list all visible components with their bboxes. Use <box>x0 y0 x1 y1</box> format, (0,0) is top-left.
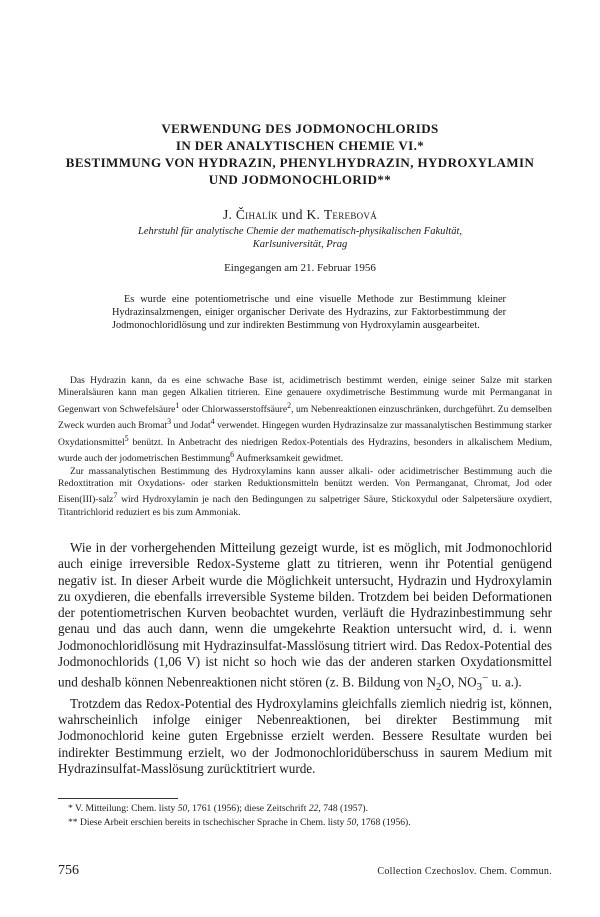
page-number: 756 <box>58 863 79 878</box>
volume-number: 50 <box>346 816 357 828</box>
main-text <box>58 540 552 777</box>
body-paragraph-2: Trotzdem das Redox-Potential des Hydroxylamins gleichfalls ziemlich niedrig ist, können, wahrscheinlich infolge einiger Nebenreaktionen, bei direkter Bestimmung mit Jodmonochlorid keine guten Ergebnisse erzielt werden. Bessere Resultate wurden bei indirekter Bestimmung erzielt, wo der Jodmonochloridüberschuss in saurem Medium mit Hydrazinsulfat-Masslösung zurücktitriert wurde. <box>58 695 552 776</box>
footnote-1 <box>58 802 552 816</box>
intro-p1-text-a: Das Hydrazin kann, da es eine schwache Base ist, acidimetrisch bestimmt werden, einige seiner Salze mit starken Mineralsäuren kann man gegen Alkalien titrieren. Eine genauere oxydimetrische Bestimmung wurde mit Permanganat in Gegenwart von Schwefelsäure <box>58 375 552 415</box>
intro-paragraph-2 <box>58 466 552 519</box>
intro-p1-text-d: und Jodat <box>171 420 211 432</box>
reference-mark: 2 <box>287 400 292 410</box>
title-line-2: IN DER ANALYTISCHEN CHEMIE VI.* <box>175 138 425 153</box>
abstract <box>112 293 506 333</box>
reference-mark: 4 <box>210 417 215 427</box>
affiliation-line-2: Karlsuniversität, Prag <box>252 239 348 250</box>
reference-mark: 7 <box>113 491 118 501</box>
journal-name: Collection Czechoslov. Chem. Commun. <box>377 866 552 877</box>
footnote-text: , 748 (1957). <box>318 803 368 814</box>
intro-p2-text-a: Zur massanalytischen Bestimmung des Hydroxylamins kann ausser alkali- oder acidimetrischer Bestimmung auch die Redoxtitration mit Oxydations- oder starken Reduktionsmitteln benützt werden. Von Permanganat, Chromat, Jod oder Eisen(III)-salz <box>58 465 552 506</box>
body-p1-text-c: u. a.). <box>488 674 522 690</box>
author1-initial: J. <box>222 207 236 222</box>
footnote-text: , 1768 (1956). <box>356 816 411 828</box>
volume-number: 50 <box>177 803 188 814</box>
introduction-small-print <box>58 375 552 519</box>
volume-number: 22 <box>308 803 319 814</box>
reference-mark: 1 <box>175 400 180 410</box>
title-line-3: BESTIMMUNG VON HYDRAZIN, PHENYLHYDRAZIN, HYDROXYLAMIN <box>65 155 535 170</box>
footnote-text: V. Mitteilung: Chem. listy <box>75 803 178 814</box>
footnote-2 <box>58 816 552 830</box>
footnote-text: , 1761 (1956); diese Zeitschrift <box>187 803 309 814</box>
body-paragraph-1 <box>58 540 552 696</box>
author1-name: Čihalík <box>235 207 278 222</box>
footnotes <box>58 802 552 829</box>
authors <box>40 207 560 223</box>
intro-p1-text-c: , um Nebenreaktionen einzuschränken, durchgeführt. Zu demselben Zweck wurden auch Bromat <box>58 403 552 432</box>
intro-p1-text-g: Aufmerksamkeit gewidmet. <box>234 453 344 465</box>
intro-p2-text-b: wird Hydroxylamin je nach den Bedingungen zu salpetriger Säure, Stickoxydul oder Salpetersäure oxydiert, Titantrichlorid reduziert es bis zum Ammoniak. <box>58 494 552 518</box>
footnote-text: Diese Arbeit erschien bereits in tschechischer Sprache in Chem. listy <box>80 816 347 828</box>
intro-p1-text-b: oder Chlorwasserstoffsäure <box>179 403 288 415</box>
reference-mark: 6 <box>230 450 235 460</box>
author-connector: und <box>277 207 307 222</box>
superscript: − <box>482 672 489 685</box>
footnote-mark: * <box>68 803 76 814</box>
reference-mark: 5 <box>124 433 129 443</box>
received-date: Eingegangen am 21. Februar 1956 <box>224 262 376 274</box>
subscript: 2 <box>435 681 442 694</box>
subscript: 3 <box>476 681 483 694</box>
affiliation-line-1: Lehrstuhl für analytische Chemie der mathematisch-physikalischen Fakultät, <box>138 226 462 237</box>
body-p1-text-b: O, NO <box>441 674 477 690</box>
reference-mark: 3 <box>167 417 172 427</box>
intro-paragraph-1 <box>58 375 552 466</box>
intro-p1-text-e: verwendet. Hingegen wurden Hydrazinsalze zur massanalytischen Bestimmung starker Oxydationsmittel <box>58 420 552 448</box>
body-p1-text-a: Wie in der vorhergehenden Mitteilung gezeigt wurde, ist es möglich, mit Jodmonochlorid auch einige irreversible Redox-Systeme glatt zu titrieren, wenn ihr Potential genügend negativ ist. In dieser Arbeit wurde die Möglichkeit untersucht, Hydrazin und Hydroxylamin zu oxydieren, die ebenfalls irreversible Systeme bilden. Trotzdem bei beiden Deformationen der potentiometrischen Kurven beobachtet wurden, verläuft die Hydrazinbestimmung sehr genau und das auch dann, wenn die umgekehrte Reaktion untersucht wird, d. i. wenn Jodmonochloridlösung mit Hydrazinsulfat-Masslösung titriert wird. Das Redox-Potential des Jodmonochlorids (1,06 V) ist nicht so hoch wie das der anderen starken Oxydationsmittel und deshalb können Nebenreaktionen nicht stören (z. B. Bildung von N <box>58 540 552 690</box>
title-line-4: UND JODMONOCHLORID** <box>208 172 392 187</box>
abstract-text: Es wurde eine potentiometrische und eine visuelle Methode zur Bestimmung kleiner Hydrazinsalzmengen, einiger organischer Derivate des Hydrazins, zur Faktorbestimmung der Jodmonochloridlösung und zur indirekten Bestimmung von Hydroxylamin ausgearbeitet. <box>112 294 506 332</box>
intro-p1-text-f: benützt. In Anbetracht des niedrigen Redox-Potentials des Hydrazins, besonders in alkalischem Medium, wurde auch der jodometrischen Bestimmung <box>58 436 552 465</box>
footnote-mark: ** <box>68 816 80 828</box>
footnote-rule <box>58 798 178 799</box>
author2-name: Terebová <box>323 207 378 222</box>
author2-initial: K. <box>306 207 324 222</box>
title-line-1: VERWENDUNG DES JODMONOCHLORIDS <box>161 121 439 136</box>
